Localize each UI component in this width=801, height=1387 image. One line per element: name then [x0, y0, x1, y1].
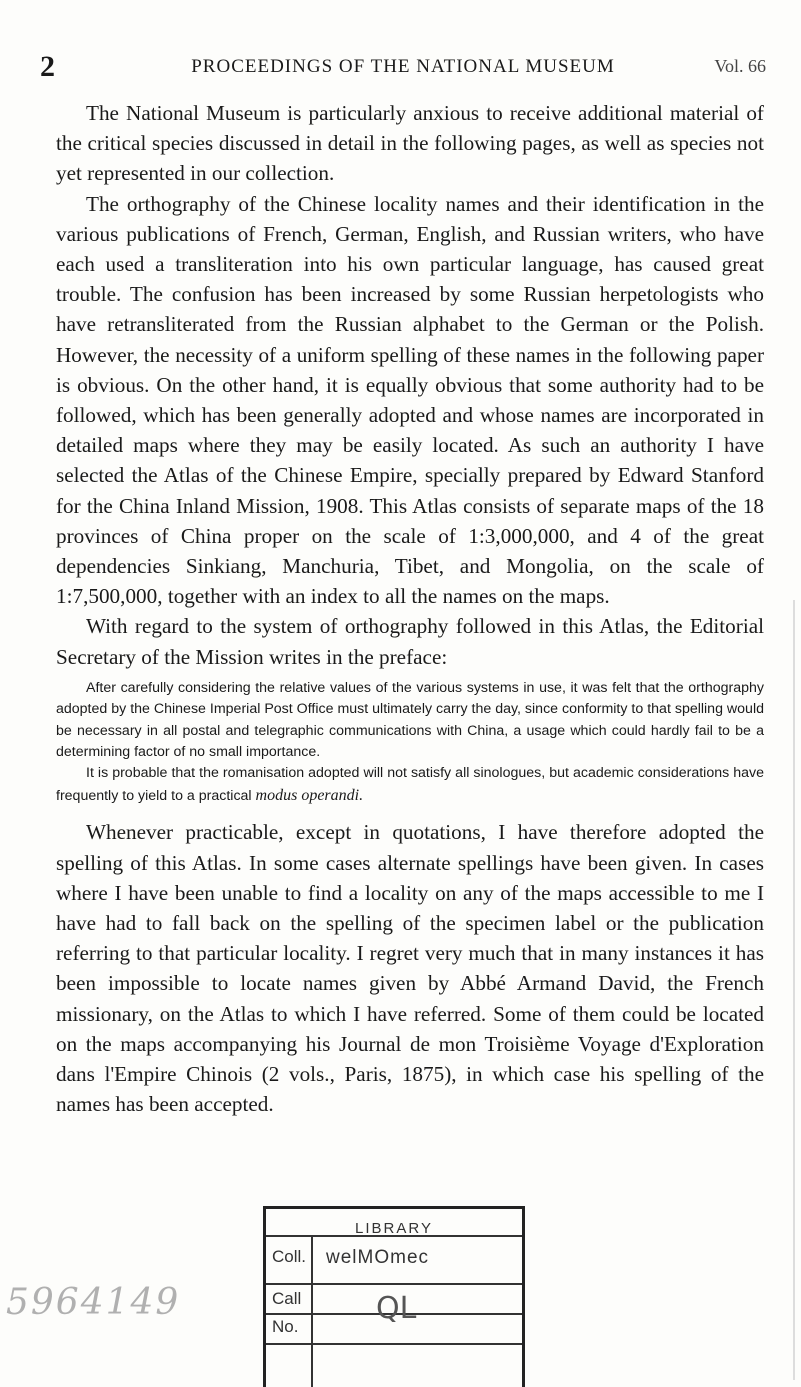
page-edge — [789, 600, 795, 1380]
stamp-title: LIBRARY — [355, 1220, 433, 1237]
coll-label: Coll. — [272, 1247, 307, 1266]
quote-paragraph — [56, 763, 764, 807]
block-quote — [56, 678, 764, 807]
paragraph: The orthography of the Chinese locality names and their identification in the various publications of French, German, English, and Russian writers, who have each used a transliteration into his own particular language, has caused great trouble. The confusion has been increased by some Russian herpetologists who have retransliterated from the Russian alphabet to the German or the Polish. However, the necessity of a uniform spelling of these names in the following paper is obvious. On the other hand, it is equally obvious that some authority had to be followed, which has been generally adopted and whose names are incorporated in detailed maps where they may be easily located. As such an authority I have selected the Atlas of the Chinese Empire, specially prepared by Edward Stanford for the China Inland Mission, 1908. This Atlas consists of separate maps of the 18 provinces of China proper on the scale of 1:3,000,000, and 4 of the great dependencies Sinkiang, Manchuria, Tibet, and Mongolia, on the scale of 1:7,500,000, together with an index to all the names on the maps. — [56, 191, 764, 609]
call-label: Call — [272, 1289, 302, 1308]
stamp-divider — [311, 1235, 313, 1387]
handwritten-number: 5964149 — [6, 1282, 181, 1323]
paragraph: The National Museum is particularly anxious to receive additional material of the critical species discussed in detail in the following pages, as well as species not yet represented in our collection. — [56, 101, 764, 186]
library-stamp — [263, 1206, 525, 1387]
paragraph: With regard to the system of orthography followed in this Atlas, the Editorial Secretary of the Mission writes in the preface: — [56, 614, 764, 669]
volume-label: Vol. 66 — [714, 56, 766, 76]
body-text — [56, 98, 764, 1119]
quote-paragraph: After carefully considering the relative values of the various systems in use, it was felt that the orthography adopted by the Chinese Imperial Post Office must ultimately carry the day, since conformity to that spelling would be necessary in all postal and telegraphic communications with China, a usage which could hardly fail to be a determining factor of no small importance. — [56, 679, 764, 761]
no-value: QL — [376, 1291, 417, 1326]
running-title: PROCEEDINGS OF THE NATIONAL MUSEUM — [191, 56, 615, 77]
no-label: No. — [272, 1317, 299, 1336]
quote-italic: modus operandi. — [255, 786, 364, 804]
running-header — [40, 52, 766, 82]
stamp-title-row — [266, 1209, 522, 1237]
stamp-coll-row — [266, 1235, 522, 1285]
quote-text: It is probable that the romanisation adopted will not satisfy all sinologues, but academic considerations have frequently to yield to a practical — [56, 765, 764, 804]
page-number: 2 — [40, 50, 55, 83]
coll-value: welMOmec — [326, 1247, 430, 1268]
paragraph: Whenever practicable, except in quotations, I have therefore adopted the spelling of this Atlas. In some cases alternate spellings have been given. In cases where I have been unable to find a locality on any of the maps accessible to me I have had to fall back on the spelling of the specimen label or the publication referring to that particular locality. I regret very much that in many instances it has been impossible to locate names given by Abbé Armand David, the French missionary, on the Atlas to which I have referred. Some of them could be located on the maps accompanying his Journal de mon Troisième Voyage d'Exploration dans l'Empire Chinois (2 vols., Paris, 1875), in which case his spelling of the names has been accepted. — [56, 820, 764, 1117]
stamp-empty-row — [266, 1343, 522, 1381]
